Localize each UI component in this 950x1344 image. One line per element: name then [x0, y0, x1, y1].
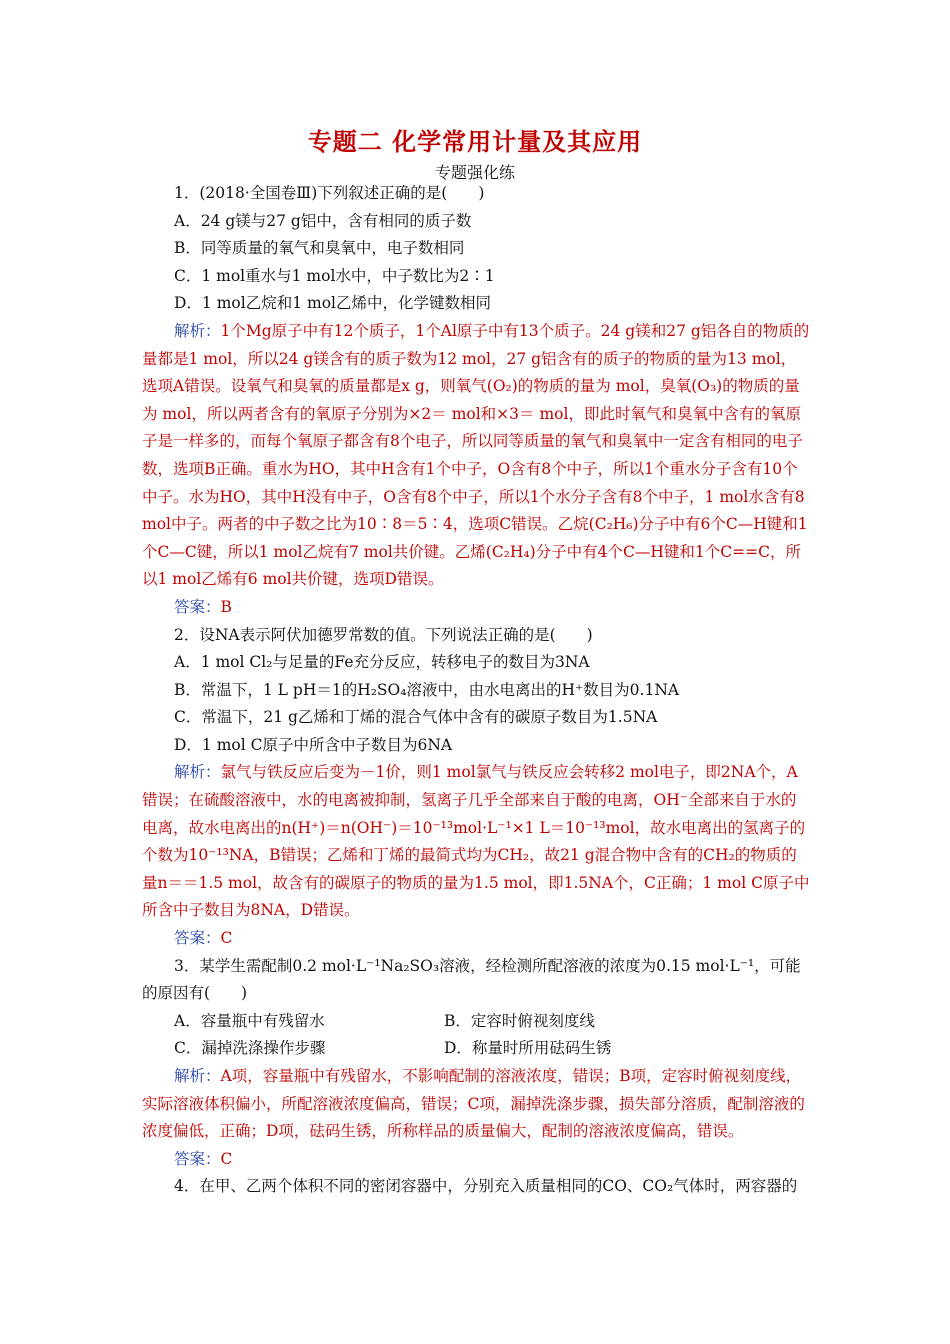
question-1-option-d: D．1 mol乙烷和1 mol乙烯中，化学键数相同 [174, 294, 491, 313]
question-2-option-d: D．1 mol C原子中所含中子数目为6NA [174, 735, 453, 754]
question-2-answer [142, 925, 810, 953]
question-1-answer [142, 594, 810, 622]
question-2-option-b: B．常温下，1 L pH＝1的H₂SO₄溶液中，由水电离出的H⁺数目为0.1NA [174, 680, 680, 699]
analysis-label: 解析： [174, 1067, 221, 1085]
question-1-option-a: A．24 g镁与27 g铝中，含有相同的质子数 [174, 211, 472, 230]
answer-label: 答案： [174, 1149, 221, 1168]
question-1-option-c: C．1 mol重水与1 mol水中，中子数比为2∶1 [174, 266, 495, 285]
analysis-label: 解析： [174, 763, 221, 782]
question-4-stem: 4．在甲、乙两个体积不同的密闭容器中，分别充入质量相同的CO、CO₂气体时，两容器的 [174, 1177, 798, 1196]
answer-value: B [220, 597, 232, 616]
question-3-answer [142, 1146, 810, 1174]
document-body [142, 180, 810, 1201]
question-3-option-d: D．称量时所用砝码生锈 [444, 1039, 612, 1058]
question-3-analysis [142, 1063, 810, 1146]
question-2-option-c: C．常温下，21 g乙烯和丁烯的混合气体中含有的碳原子数目为1.5NA [174, 708, 658, 727]
analysis-text: A项，容量瓶中有残留水，不影响配制的溶液浓度，错误；B项，定容时俯视刻度线，实际溶液体积偏小，所配溶液浓度偏高，错误；C项，漏掉洗涤步骤，损失部分溶质，配制溶液的浓度偏低，正确；D项，砝码生锈，所称样品的质量偏大，配制的溶液浓度偏高，错误。 [142, 1067, 805, 1141]
question-1-analysis [142, 318, 810, 594]
question-3-option-a: A．容量瓶中有残留水 [174, 1011, 325, 1030]
analysis-text: 1个Mg原子中有12个质子，1个Al原子中有13个质子。24 g镁和27 g铝各自的物质的量都是1 mol，所以24 g镁含有的质子数为12 mol，27 g铝含有的质子的物质的量为13 mol，选项A错误。设氧气和臭氧的质量都是x g，则氧气(O₂)的物质的量为 mol，臭氧(O₃)的物质的量为 mol，所以两者含有的氧原子分别为×2＝ mol和×3＝ mol，即此时氧气和臭氧中含有的氧原子是一样多的，而每个氧原子都含有8个电子，所以同等质量的氧气和臭氧中一定含有相同的电子数，选项B正确。重水为HO，其中H含有1个中子，O含有8个中子，所以1个重水分子含有10个中子。水为HO，其中H没有中子，O含有8个中子，所以1个水分子含有8个中子，1 mol水含有8 mol中子。两者的中子数之比为10∶8＝5∶4，选项C错误。乙烷(C₂H₆)分子中有6个C—H键和1个C—C键，所以1 mol乙烷有7 mol共价键。乙烯(C₂H₄)分子中有4个C—H键和1个C==C，所以1 mol乙烯有6 mol共价键，选项D错误。 [142, 321, 810, 589]
answer-value: C [220, 1149, 233, 1168]
question-3-stem: 3．某学生需配制0.2 mol·L⁻¹Na₂SO₃溶液，经检测所配溶液的浓度为0.15 mol·L⁻¹，可能的原因有( ) [142, 956, 801, 1003]
question-3-option-b: B．定容时俯视刻度线 [444, 1011, 595, 1030]
page-title: 专题二 化学常用计量及其应用 [307, 127, 643, 156]
question-2-stem: 2．设NA表示阿伏加德罗常数的值。下列说法正确的是( ) [174, 625, 593, 644]
answer-label: 答案： [174, 597, 221, 616]
page-subtitle: 专题强化练 [434, 163, 515, 182]
question-2-option-a: A．1 mol Cl₂与足量的Fe充分反应，转移电子的数目为3NA [174, 653, 590, 672]
analysis-text: 氯气与铁反应后变为－1价，则1 mol氯气与铁反应会转移2 mol电子，即2NA个，A错误；在硫酸溶液中，水的电离被抑制，氢离子几乎全部来自于酸的电离，OH⁻全部来自于水的电离，故水电离出的n(H⁺)＝n(OH⁻)＝10⁻¹³mol·L⁻¹×1 L＝10⁻¹³mol，故水电离出的氢离子的个数为10⁻¹³NA，B错误；乙烯和丁烯的最简式均为CH₂，故21 g混合物中含有的CH₂的物质的量n＝＝1.5 mol，故含有的碳原子的物质的量为1.5 mol，即1.5NA个，C正确；1 mol C原子中所含中子数目为8NA，D错误。 [142, 763, 810, 920]
question-2-analysis [142, 759, 810, 925]
question-3-options-row-1 [142, 1008, 810, 1036]
question-1-option-b: B．同等质量的氧气和臭氧中，电子数相同 [174, 239, 465, 258]
question-3-options-row-2 [142, 1035, 810, 1063]
question-1-stem: 1．(2018·全国卷Ⅲ)下列叙述正确的是( ) [174, 184, 485, 202]
answer-label: 答案： [174, 929, 221, 948]
analysis-label: 解析： [174, 321, 221, 340]
question-3-option-c: C．漏掉洗涤操作步骤 [174, 1039, 326, 1058]
answer-value: C [220, 929, 233, 948]
